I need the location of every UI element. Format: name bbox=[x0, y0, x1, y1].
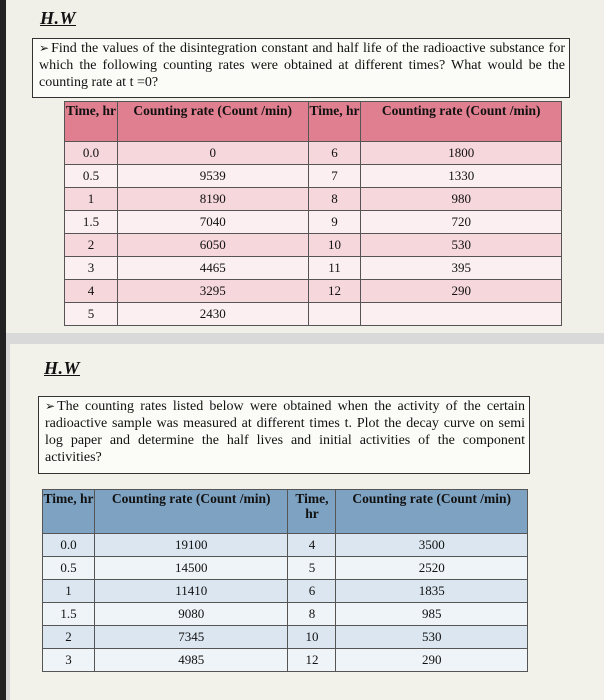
table-cell: 4465 bbox=[117, 257, 308, 280]
section2-table bbox=[42, 489, 528, 672]
t1-header-time-2: Time, hr bbox=[308, 102, 361, 142]
table-cell: 1.5 bbox=[43, 603, 95, 626]
section1-table bbox=[64, 101, 562, 326]
table-cell: 0.0 bbox=[43, 534, 95, 557]
table-row bbox=[43, 534, 528, 557]
table-cell: 1 bbox=[43, 580, 95, 603]
t2-header-rate-1: Counting rate (Count /min) bbox=[94, 490, 288, 534]
t1-header-time-1: Time, hr bbox=[65, 102, 118, 142]
table-cell: 5 bbox=[288, 557, 336, 580]
table-cell: 4985 bbox=[94, 649, 288, 672]
table-cell: 1330 bbox=[361, 165, 562, 188]
table-cell: 720 bbox=[361, 211, 562, 234]
table-cell: 290 bbox=[336, 649, 528, 672]
table-cell: 290 bbox=[361, 280, 562, 303]
table-cell: 980 bbox=[361, 188, 562, 211]
t2-header-time-1: Time, hr bbox=[43, 490, 95, 534]
table-cell: 9539 bbox=[117, 165, 308, 188]
section2-question-box bbox=[38, 396, 530, 474]
table-cell: 9 bbox=[308, 211, 361, 234]
table-cell: 11 bbox=[308, 257, 361, 280]
table-cell bbox=[361, 303, 562, 326]
table-cell: 7 bbox=[308, 165, 361, 188]
t2-header-rate-2: Counting rate (Count /min) bbox=[336, 490, 528, 534]
table-cell: 0.5 bbox=[43, 557, 95, 580]
table-row bbox=[43, 580, 528, 603]
table-cell: 1 bbox=[65, 188, 118, 211]
table-row bbox=[65, 188, 562, 211]
table-row bbox=[43, 649, 528, 672]
arrow-bullet-icon: ➢ bbox=[45, 399, 56, 413]
table-cell: 3500 bbox=[336, 534, 528, 557]
table-row bbox=[65, 165, 562, 188]
table-cell: 1800 bbox=[361, 142, 562, 165]
table-cell: 2 bbox=[65, 234, 118, 257]
table-cell: 12 bbox=[288, 649, 336, 672]
section1-heading: H.W bbox=[40, 8, 77, 28]
table-cell: 6 bbox=[288, 580, 336, 603]
t1-header-rate-1: Counting rate (Count /min) bbox=[117, 102, 308, 142]
table-cell: 395 bbox=[361, 257, 562, 280]
t1-header-rate-2: Counting rate (Count /min) bbox=[361, 102, 562, 142]
t2-header-time-2: Time, hr bbox=[288, 490, 336, 534]
table-cell: 10 bbox=[288, 626, 336, 649]
table-cell: 7040 bbox=[117, 211, 308, 234]
page-1 bbox=[6, 0, 604, 333]
table-cell: 10 bbox=[308, 234, 361, 257]
table-cell: 5 bbox=[65, 303, 118, 326]
table-row bbox=[65, 280, 562, 303]
table-row bbox=[43, 557, 528, 580]
table-cell: 1835 bbox=[336, 580, 528, 603]
table-cell: 9080 bbox=[94, 603, 288, 626]
table-cell: 11410 bbox=[94, 580, 288, 603]
table-cell: 14500 bbox=[94, 557, 288, 580]
section2-heading: H.W bbox=[44, 358, 81, 378]
table-cell: 8 bbox=[308, 188, 361, 211]
section1-question-text: Find the values of the disintegration constant and half life of the radioactive substance for which the following counting rates were obtained at different times? What would be the counting rate at t =0? bbox=[39, 41, 565, 90]
table-cell: 3 bbox=[65, 257, 118, 280]
table-cell: 1.5 bbox=[65, 211, 118, 234]
arrow-bullet-icon: ➢ bbox=[39, 41, 50, 55]
page-2 bbox=[10, 344, 604, 700]
table-cell: 6 bbox=[308, 142, 361, 165]
table-row bbox=[65, 142, 562, 165]
table-cell: 0 bbox=[117, 142, 308, 165]
table-cell: 8190 bbox=[117, 188, 308, 211]
table-cell: 3 bbox=[43, 649, 95, 672]
table-cell: 985 bbox=[336, 603, 528, 626]
table-cell: 7345 bbox=[94, 626, 288, 649]
table-row bbox=[65, 234, 562, 257]
table-row bbox=[65, 257, 562, 280]
table-cell bbox=[308, 303, 361, 326]
section2-question-text: The counting rates listed below were obtained when the activity of the certain radioactive sample was measured at different times t. Plot the decay curve on semi log paper and determine the half lives and initial activities of the component activities? bbox=[45, 399, 525, 465]
table-row bbox=[65, 303, 562, 326]
table-cell: 4 bbox=[65, 280, 118, 303]
table-row bbox=[43, 626, 528, 649]
table-cell: 0.5 bbox=[65, 165, 118, 188]
table-cell: 2430 bbox=[117, 303, 308, 326]
table-row bbox=[43, 603, 528, 626]
table-cell: 2520 bbox=[336, 557, 528, 580]
section1-question-box bbox=[32, 38, 570, 98]
table-row bbox=[65, 211, 562, 234]
table-cell: 530 bbox=[361, 234, 562, 257]
table-cell: 8 bbox=[288, 603, 336, 626]
table-cell: 19100 bbox=[94, 534, 288, 557]
table-cell: 4 bbox=[288, 534, 336, 557]
table-cell: 2 bbox=[43, 626, 95, 649]
table-cell: 12 bbox=[308, 280, 361, 303]
table-cell: 3295 bbox=[117, 280, 308, 303]
table-cell: 530 bbox=[336, 626, 528, 649]
table-cell: 0.0 bbox=[65, 142, 118, 165]
table-cell: 6050 bbox=[117, 234, 308, 257]
